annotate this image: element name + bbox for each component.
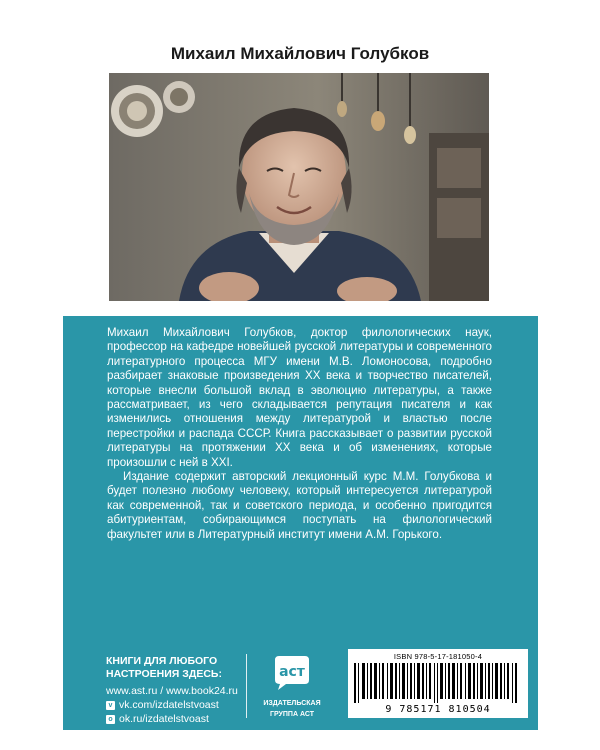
isbn-label: ISBN 978-5-17-181050-4: [393, 652, 483, 661]
barcode-digits: 9 785171 810504: [385, 704, 491, 715]
divider: [246, 654, 247, 718]
publisher-line1: ИЗДАТЕЛЬСКАЯ: [263, 700, 321, 707]
author-name: Михаил Михайлович Голубков: [170, 44, 430, 63]
author-photo: [109, 73, 489, 301]
description-panel: [63, 316, 538, 730]
vk-icon: v: [106, 701, 115, 710]
promo-title: НАСТРОЕНИЯ ЗДЕСЬ:: [106, 668, 222, 680]
isbn-barcode-box: [348, 649, 528, 718]
ok-icon: o: [106, 715, 115, 724]
barcode-icon: [354, 663, 522, 703]
publisher-logo: [253, 654, 331, 719]
publisher-line2: ГРУППА АСТ: [270, 711, 314, 718]
description-paragraph: Михаил Михайлович Голубков, доктор филологических наук, профессор на кафедре новейшей русской литературы и современного литературного процесса МГУ имени М.В. Ломоносова, подробно разбирает знаковые произведения XX века и творчество писателей, которые внесли большой вклад в эволюцию литературы, а также рассматривает, из чего складывается репутация писателя и как изменились отношения между литературой и властью после перестройки и распада СССР. Книга рассказывает о развитии русской литературы на протяжении XX века и об изменениях, которые произошли с ней в XXI.: [107, 326, 492, 469]
description-paragraph: Издание содержит авторский лекционный курс М.М. Голубкова и будет полезно любому человеку, который интересуется литературой как современной, так и советского периода, и особенно пригодится абитуриентам, собирающимся поступать на филологический факультет или в Литературный институт имени А.М. Горького.: [107, 470, 492, 541]
websites-link[interactable]: www.ast.ru / www.book24.ru: [106, 685, 238, 697]
promo-title: КНИГИ ДЛЯ ЛЮБОГО: [106, 655, 218, 667]
vk-link[interactable]: v vk.com/izdatelstvoast: [106, 698, 281, 712]
ok-link[interactable]: o ok.ru/izdatelstvoast: [106, 712, 281, 726]
ast-logo-text: аст: [279, 664, 305, 680]
book-description: [107, 326, 492, 542]
